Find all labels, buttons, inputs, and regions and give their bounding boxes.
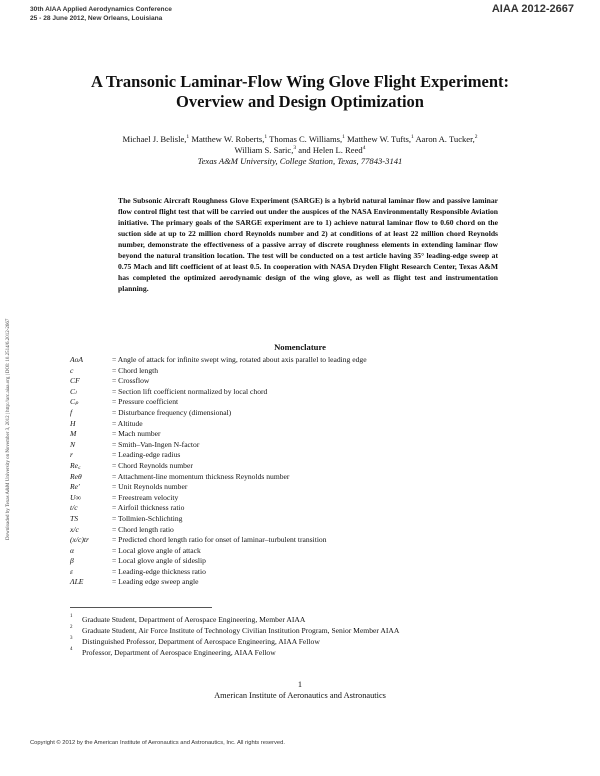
author-sup: 1 (342, 134, 345, 141)
nomenclature-definition: = Chord Reynolds number (112, 460, 193, 470)
nomenclature-definition: = Pressure coefficient (112, 397, 179, 407)
nomenclature-row (70, 482, 530, 493)
author-sup: 4 (362, 145, 366, 152)
author-name: Aaron A. Tucker, (413, 134, 475, 144)
nomenclature-symbol: TS (70, 513, 79, 523)
nomenclature-row (70, 556, 530, 567)
nomenclature-row (70, 577, 530, 588)
affiliation: Texas A&M University, College Station, Texas, 77843-3141 (197, 156, 403, 166)
nomenclature-symbol: f (70, 407, 73, 417)
nomenclature-symbol: AoA (70, 355, 84, 364)
nomenclature-symbol: r (70, 450, 73, 460)
nomenclature-symbol: t/c (70, 503, 78, 513)
page-number: 1 (297, 680, 303, 689)
footnote-number: 1 (70, 614, 73, 619)
nomenclature-definition: = Predicted chord length ratio for onset of laminar–turbulent transition (112, 535, 327, 545)
footnote (70, 647, 540, 658)
nomenclature-symbol: ε (70, 566, 73, 576)
nomenclature-definition: = Tollmien-Schlichting (112, 513, 183, 523)
abstract: The Subsonic Aircraft Roughness Glove Experiment (SARGE) is a hybrid natural laminar flow and passive laminar flow control flight test that will be carried out under the auspices of the NASA Environmentally Responsible Aviation initiative. The primary goals of the SARGE experiment are to 1) achieve natural laminar flow to 0.60 chord on the suction side at up to 22 million chord Reynolds number and 2) at conditions of at least 22 million chord Reynolds number, demonstrate the effectiveness of a passive array of discrete roughness elements in extending laminar flow beyond the natural transition location. The test will be conducted on a test article having 35° leading-edge sweep at 0.75 Mach and lift coefficient of at least 0.5. In cooperation with NASA Dryden Flight Research Center, Texas A&M has completed the optimized aerodynamic design of the wing glove, as well as flight test and instrumentation planning. (118, 196, 498, 293)
footnote-text: Professor, Department of Aerospace Engineering, AIAA Fellow (82, 648, 276, 657)
author-name: Matthew W. Roberts, (189, 134, 265, 144)
author-name: and Helen L. Reed (296, 145, 363, 155)
nomenclature-symbol: β (70, 556, 74, 566)
nomenclature-heading: Nomenclature (274, 342, 326, 352)
nomenclature-symbol: Cₗ (70, 386, 77, 396)
nomenclature-definition: = Leading-edge radius (112, 450, 181, 460)
footnote-divider (70, 607, 212, 608)
nomenclature-row (70, 440, 530, 451)
author-block (60, 134, 540, 167)
nomenclature-definition: = Smith–Van-Ingen N-factor (112, 439, 200, 449)
footnote-number: 3 (70, 636, 73, 641)
nomenclature-definition: = Chord length (112, 365, 159, 375)
author-sup: 3 (293, 145, 297, 152)
author-sup: 1 (264, 134, 268, 141)
nomenclature-symbol: (x/c)tr (70, 535, 89, 545)
nomenclature-row (70, 472, 530, 483)
conference-header (30, 6, 172, 23)
conference-name: 30th AIAA Applied Aerodynamics Conference (30, 6, 172, 13)
nomenclature-symbol: x/c (70, 524, 79, 534)
nomenclature-row (70, 514, 530, 525)
nomenclature-row (70, 429, 530, 440)
nomenclature-definition: = Local glove angle of sideslip (112, 556, 206, 566)
author-sup: 1 (411, 134, 414, 141)
nomenclature-definition: = Leading-edge thickness ratio (112, 566, 206, 576)
nomenclature-row (70, 493, 530, 504)
author-name: Thomas C. Williams, (267, 134, 343, 144)
nomenclature-symbol: H (70, 418, 76, 428)
footnote-number: 4 (70, 647, 73, 652)
footnotes (70, 614, 540, 658)
publisher-line: American Institute of Aeronautics and Astronautics (214, 691, 386, 700)
nomenclature-symbol: Cₚ (70, 397, 79, 407)
nomenclature-definition: = Leading edge sweep angle (112, 577, 199, 587)
nomenclature-row (70, 355, 530, 366)
nomenclature-definition: = Disturbance frequency (dimensional) (112, 407, 232, 417)
nomenclature-row (70, 366, 530, 377)
nomenclature-row (70, 535, 530, 546)
nomenclature-definition: = Section lift coefficient normalized by local chord (112, 386, 268, 396)
nomenclature-row (70, 525, 530, 536)
nomenclature-symbol: CF (70, 376, 80, 386)
page-footer (0, 679, 600, 701)
footnote (70, 625, 540, 636)
author-line-2 (60, 145, 540, 156)
nomenclature-symbol: Re꜀ (70, 460, 81, 470)
nomenclature-row (70, 387, 530, 398)
nomenclature-definition: = Crossflow (112, 376, 150, 386)
nomenclature-symbol: α (70, 545, 74, 555)
nomenclature-symbol: Reθ (70, 471, 82, 481)
download-sidebar (6, 240, 18, 540)
nomenclature-row (70, 376, 530, 387)
nomenclature-symbol: M (70, 429, 77, 439)
nomenclature-definition: = Local glove angle of attack (112, 545, 201, 555)
nomenclature-row (70, 408, 530, 419)
paper-title (40, 72, 560, 112)
author-line-1 (60, 134, 540, 145)
nomenclature-symbol: Re′ (70, 482, 80, 492)
nomenclature-row (70, 461, 530, 472)
nomenclature-symbol: N (70, 439, 76, 449)
author-name: William S. Saric, (234, 145, 294, 155)
title-line-2: Overview and Design Optimization (176, 92, 424, 111)
nomenclature-row (70, 450, 530, 461)
nomenclature-symbol: ΛLE (70, 577, 84, 587)
nomenclature-row (70, 397, 530, 408)
footnote (70, 614, 540, 625)
nomenclature-definition: = Chord length ratio (112, 524, 174, 534)
nomenclature-row (70, 546, 530, 557)
nomenclature-definition: = Unit Reynolds number (112, 482, 188, 492)
nomenclature-row (70, 503, 530, 514)
conference-dates: 25 - 28 June 2012, New Orleans, Louisiana (30, 14, 163, 22)
nomenclature-definition: = Attachment-line momentum thickness Reynolds number (112, 471, 290, 481)
nomenclature-definition: = Mach number (112, 429, 161, 439)
nomenclature-row (70, 567, 530, 578)
author-sup: 1 (186, 134, 190, 141)
nomenclature-list (70, 355, 530, 588)
nomenclature-definition: = Airfoil thickness ratio (112, 503, 185, 513)
nomenclature-definition: = Altitude (112, 418, 143, 428)
nomenclature-row (70, 419, 530, 430)
footnote-text: Distinguished Professor, Department of Aerospace Engineering, AIAA Fellow (82, 637, 320, 646)
nomenclature-definition: = Angle of attack for infinite swept wing, rotated about axis parallel to leading edge (112, 355, 367, 364)
author-name: Michael J. Belisle, (122, 134, 187, 144)
footnote-number: 2 (70, 625, 73, 630)
author-name: Matthew W. Tufts, (344, 134, 412, 144)
nomenclature-symbol: U∞ (70, 492, 81, 502)
author-sup: 2 (474, 134, 478, 141)
nomenclature-symbol: c (70, 365, 74, 375)
title-line-1: A Transonic Laminar-Flow Wing Glove Flight Experiment: (90, 72, 509, 91)
download-notice: Downloaded by Texas A&M University on November 3, 2012 | http://arc.aiaa.org | DOI: 10.2514/6.2012-2667 (6, 318, 11, 540)
footnote-text: Graduate Student, Air Force Institute of Technology Civilian Institution Program, Senior Member AIAA (82, 626, 400, 635)
paper-number: AIAA 2012-2667 (491, 3, 574, 15)
nomenclature-definition: = Freestream velocity (112, 492, 179, 502)
footnote (70, 636, 540, 647)
copyright-notice: Copyright © 2012 by the American Institute of Aeronautics and Astronautics, Inc. All rights reserved. (30, 740, 285, 746)
footnote-text: Graduate Student, Department of Aerospace Engineering, Member AIAA (82, 615, 306, 624)
